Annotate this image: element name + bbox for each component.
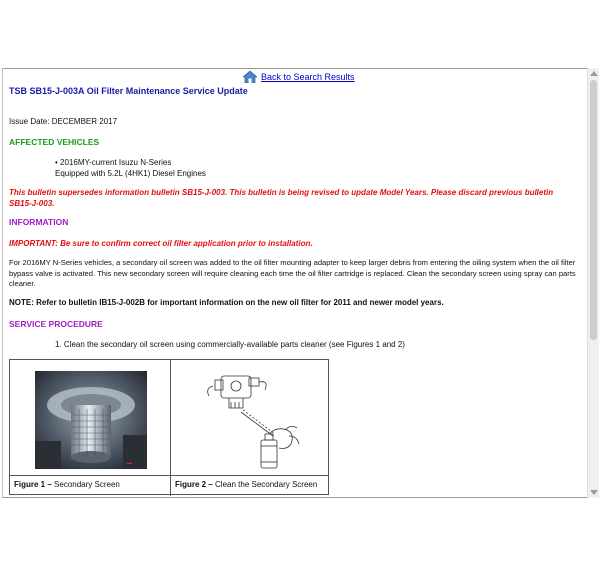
figure-1-label: Figure 1 – <box>14 480 52 489</box>
figure-1-cell <box>10 360 171 475</box>
vehicle-engine: Equipped with 5.2L (4HK1) Diesel Engines <box>55 169 206 178</box>
scroll-up-arrow-icon[interactable] <box>590 71 598 76</box>
scroll-down-arrow-icon[interactable] <box>590 490 598 495</box>
issue-date: Issue Date: DECEMBER 2017 <box>9 117 118 126</box>
vehicles-list <box>55 157 206 179</box>
affected-vehicles-heading: AFFECTED VEHICLES <box>9 137 100 147</box>
clean-screen-illustration <box>199 366 309 472</box>
vehicle-model: • 2016MY-current Isuzu N-Series <box>55 158 172 167</box>
scrollbar-thumb[interactable] <box>590 80 597 340</box>
note-text: NOTE: Refer to bulletin IB15-J-002B for important information on the new oil filter for 2011 and newer model years. <box>9 298 444 307</box>
home-icon <box>243 71 257 83</box>
document-frame <box>2 68 587 498</box>
back-to-search-label[interactable]: Back to Search Results <box>261 72 355 82</box>
step-1: 1. Clean the secondary oil screen using commercially-available parts cleaner (see Figures 1 and 2) <box>55 340 405 349</box>
bulletin-title: TSB SB15-J-003A Oil Filter Maintenance Service Update <box>9 86 248 96</box>
secondary-screen-photo <box>35 371 147 469</box>
figure-table <box>9 359 329 495</box>
figure-caption-row <box>10 475 328 496</box>
vertical-scrollbar[interactable] <box>587 68 599 498</box>
figure-1-caption-text: Secondary Screen <box>54 480 120 489</box>
figure-2-label: Figure 2 – <box>175 480 213 489</box>
information-heading: INFORMATION <box>9 217 69 227</box>
important-notice: IMPORTANT: Be sure to confirm correct oil filter application prior to installation. <box>9 239 313 248</box>
svg-text:▪▪▪: ▪▪▪ <box>127 461 133 467</box>
service-procedure-heading: SERVICE PROCEDURE <box>9 319 103 329</box>
figure-1-caption <box>14 480 120 489</box>
back-to-search-link[interactable] <box>243 71 355 83</box>
figure-2-caption-text: Clean the Secondary Screen <box>215 480 318 489</box>
figure-2-cell <box>171 360 329 475</box>
supersede-notice: This bulletin supersedes information bulletin SB15-J-003. This bulletin is being revised to update Model Years. Please discard previous bulletin SB15-J-003. <box>9 188 554 208</box>
info-paragraph: For 2016MY N-Series vehicles, a secondary oil screen was added to the oil filter mounting adapter to keep larger debris from entering the oiling system when the oil filter bypass valve is activated. This new secondary screen will require cleaning each time the oil filter cartridge is replaced. Clean the secondary screen using spray can parts cleaner. <box>9 258 576 288</box>
figure-2-caption <box>175 480 317 489</box>
